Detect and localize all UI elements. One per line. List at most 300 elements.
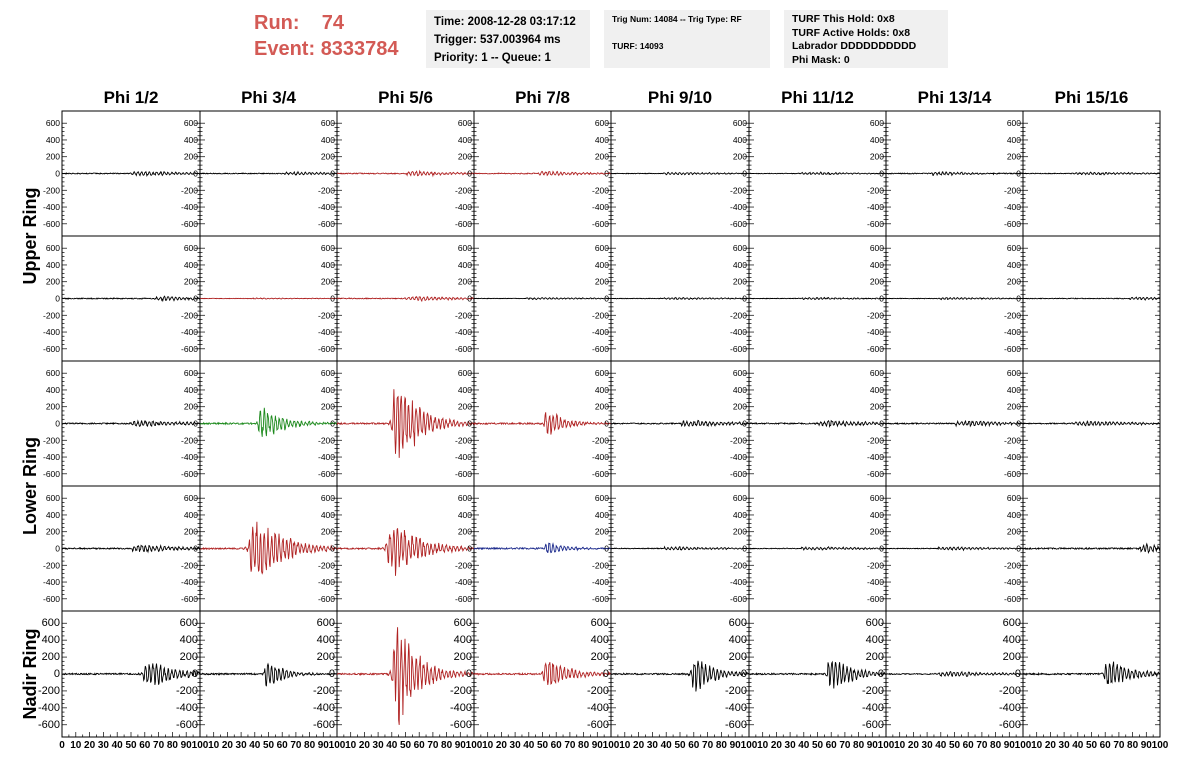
x-tick-label: 90 xyxy=(591,740,603,751)
x-tick-label: 90 xyxy=(866,740,878,751)
y-tick-label: -600 xyxy=(42,593,60,604)
y-tick-label: -400 xyxy=(449,701,472,714)
waveform-trace xyxy=(611,547,749,550)
x-tick-label: 100 xyxy=(328,740,346,751)
y-tick-label: -600 xyxy=(180,468,198,479)
y-tick-label: -200 xyxy=(42,560,60,571)
x-tick-label: 70 xyxy=(153,740,165,751)
y-tick-label: 400 xyxy=(728,634,747,647)
y-tick-label: -600 xyxy=(180,343,198,354)
waveform-trace xyxy=(474,412,611,434)
y-tick-label: 600 xyxy=(869,118,884,129)
y-tick-label: 0 xyxy=(1016,543,1021,554)
y-tick-label: 600 xyxy=(320,493,335,504)
x-tick-label: 30 xyxy=(235,740,247,751)
y-tick-label: 0 xyxy=(55,543,60,554)
x-tick-label: 40 xyxy=(660,740,672,751)
phi-mask-text: Phi Mask: 0 xyxy=(792,53,850,66)
waveform-trace xyxy=(886,547,1023,550)
y-tick-label: -600 xyxy=(1003,343,1021,354)
y-tick-label: 0 xyxy=(604,293,609,304)
y-tick-label: 0 xyxy=(55,293,60,304)
waveform-trace xyxy=(611,420,749,426)
x-tick-label: 80 xyxy=(990,740,1002,751)
y-tick-label: -400 xyxy=(724,701,747,714)
y-tick-label: -400 xyxy=(866,327,884,338)
y-tick-label: 200 xyxy=(728,651,747,664)
x-tick-label: 40 xyxy=(249,740,261,751)
y-tick-label: 0 xyxy=(330,293,335,304)
y-tick-label: -600 xyxy=(866,593,884,604)
y-tick-label: 600 xyxy=(453,617,472,630)
y-tick-label: 200 xyxy=(320,276,335,287)
y-tick-label: -600 xyxy=(42,468,60,479)
y-tick-label: 200 xyxy=(594,401,609,412)
waveform-trace xyxy=(749,172,886,175)
y-tick-label: 600 xyxy=(732,368,747,379)
y-tick-label: 200 xyxy=(594,151,609,162)
y-tick-label: 400 xyxy=(594,259,609,270)
priority-text: Priority: 1 -- Queue: 1 xyxy=(434,52,551,64)
y-tick-label: 600 xyxy=(316,617,335,630)
ring-label: Lower Ring xyxy=(20,437,40,535)
x-tick-label: 50 xyxy=(1085,740,1098,751)
y-tick-label: 400 xyxy=(732,509,747,520)
y-tick-label: 0 xyxy=(879,418,884,429)
y-tick-label: 200 xyxy=(457,401,472,412)
y-tick-label: 600 xyxy=(594,118,609,129)
y-tick-label: 0 xyxy=(330,543,335,554)
y-tick-label: -400 xyxy=(37,701,60,714)
y-tick-label: -400 xyxy=(180,452,198,463)
y-tick-label: 200 xyxy=(732,526,747,537)
y-tick-label: 400 xyxy=(453,634,472,647)
y-tick-label: -400 xyxy=(312,701,335,714)
y-tick-label: -600 xyxy=(42,218,60,229)
y-tick-label: -200 xyxy=(317,560,335,571)
y-tick-label: 0 xyxy=(467,418,472,429)
y-tick-label: -600 xyxy=(866,343,884,354)
y-tick-label: 0 xyxy=(53,668,60,680)
y-tick-label: -200 xyxy=(724,684,747,697)
column-title: Phi 7/8 xyxy=(515,88,570,107)
y-tick-label: -400 xyxy=(729,327,747,338)
x-tick-label: 10 xyxy=(757,740,769,751)
y-tick-label: 600 xyxy=(590,617,609,630)
waveform-trace xyxy=(886,172,1023,176)
y-tick-label: 400 xyxy=(732,384,747,395)
x-tick-label: 20 xyxy=(495,740,507,751)
x-tick-label: 50 xyxy=(536,740,549,751)
y-tick-label: 0 xyxy=(1016,168,1021,179)
x-tick-label: 10 xyxy=(208,740,220,751)
y-tick-label: 0 xyxy=(55,168,60,179)
y-tick-label: 400 xyxy=(590,634,609,647)
y-tick-label: 400 xyxy=(183,259,198,270)
x-tick-label: 80 xyxy=(304,740,316,751)
y-tick-label: -600 xyxy=(724,718,747,731)
x-tick-label: 60 xyxy=(962,740,974,751)
y-tick-label: -400 xyxy=(42,452,60,463)
y-tick-label: 400 xyxy=(869,509,884,520)
y-tick-label: 400 xyxy=(1006,384,1021,395)
y-tick-label: -600 xyxy=(861,718,884,731)
y-tick-label: 400 xyxy=(869,384,884,395)
y-tick-label: -200 xyxy=(454,435,472,446)
column-title: Phi 15/16 xyxy=(1054,88,1129,107)
event-value: 8333784 xyxy=(320,38,399,60)
x-tick-label: 100 xyxy=(877,740,895,751)
x-tick-label: 80 xyxy=(715,740,727,751)
x-tick-label: 90 xyxy=(1003,740,1015,751)
y-tick-label: -600 xyxy=(1003,593,1021,604)
x-tick-label: 50 xyxy=(811,740,824,751)
y-tick-label: 0 xyxy=(742,168,747,179)
y-tick-label: 200 xyxy=(869,276,884,287)
y-tick-label: 400 xyxy=(45,259,60,270)
y-tick-label: -600 xyxy=(1003,218,1021,229)
waveform-trace xyxy=(474,543,611,553)
y-tick-label: -200 xyxy=(454,560,472,571)
x-tick-label: 20 xyxy=(633,740,645,751)
y-tick-label: -400 xyxy=(454,452,472,463)
y-tick-label: 400 xyxy=(183,384,198,395)
x-tick-label: 30 xyxy=(1058,740,1070,751)
x-tick-label: 10 xyxy=(70,740,82,751)
x-tick-label: 100 xyxy=(1151,740,1169,751)
y-tick-label: 400 xyxy=(320,134,335,145)
y-tick-label: -400 xyxy=(729,452,747,463)
y-tick-label: -200 xyxy=(729,310,747,321)
waveform-trace xyxy=(611,298,749,300)
y-tick-label: -400 xyxy=(591,327,609,338)
y-tick-label: 600 xyxy=(320,118,335,129)
waveform-trace xyxy=(62,543,200,554)
x-tick-label: 80 xyxy=(853,740,865,751)
y-tick-label: 0 xyxy=(193,543,198,554)
y-tick-label: 0 xyxy=(193,418,198,429)
waveform-trace xyxy=(1023,421,1160,426)
y-tick-label: 200 xyxy=(1006,526,1021,537)
x-tick-label: 10 xyxy=(619,740,631,751)
waveform-trace xyxy=(886,672,1023,677)
y-tick-label: -600 xyxy=(1003,468,1021,479)
y-tick-label: 600 xyxy=(869,243,884,254)
y-tick-label: -600 xyxy=(317,343,335,354)
x-tick-label: 100 xyxy=(191,740,209,751)
y-tick-label: -400 xyxy=(866,577,884,588)
y-tick-label: 0 xyxy=(740,668,747,680)
y-tick-label: 0 xyxy=(879,543,884,554)
x-tick-label: 50 xyxy=(948,740,961,751)
y-tick-label: 200 xyxy=(45,151,60,162)
y-tick-label: 0 xyxy=(879,168,884,179)
waveform-trace xyxy=(337,389,474,458)
y-tick-label: -600 xyxy=(180,593,198,604)
labrador-text: Labrador DDDDDDDDDD xyxy=(792,40,917,52)
y-tick-label: -400 xyxy=(591,452,609,463)
y-tick-label: -200 xyxy=(449,684,472,697)
waveform-trace xyxy=(886,298,1023,300)
x-tick-label: 10 xyxy=(345,740,357,751)
y-tick-label: -600 xyxy=(454,218,472,229)
y-tick-label: 600 xyxy=(45,493,60,504)
y-tick-label: -200 xyxy=(317,310,335,321)
waveform-trace xyxy=(337,297,474,301)
y-tick-label: 0 xyxy=(467,168,472,179)
y-tick-label: -200 xyxy=(1003,310,1021,321)
y-tick-label: -600 xyxy=(37,718,60,731)
y-tick-label: -600 xyxy=(866,468,884,479)
x-tick-label: 30 xyxy=(646,740,658,751)
y-tick-label: -400 xyxy=(586,701,609,714)
y-tick-label: 200 xyxy=(45,401,60,412)
y-tick-label: 600 xyxy=(457,368,472,379)
y-tick-label: 0 xyxy=(1016,418,1021,429)
x-tick-label: 80 xyxy=(441,740,453,751)
x-tick-label: 20 xyxy=(84,740,96,751)
x-tick-label: 70 xyxy=(976,740,988,751)
y-tick-label: 600 xyxy=(45,243,60,254)
y-tick-label: 200 xyxy=(320,401,335,412)
y-tick-label: 0 xyxy=(742,293,747,304)
y-tick-label: -200 xyxy=(180,185,198,196)
y-tick-label: -600 xyxy=(454,343,472,354)
y-tick-label: 400 xyxy=(320,509,335,520)
x-tick-label: 20 xyxy=(221,740,233,751)
y-tick-label: -600 xyxy=(591,468,609,479)
x-tick-label: 60 xyxy=(413,740,425,751)
y-tick-label: -200 xyxy=(591,435,609,446)
waveform-trace xyxy=(200,664,337,686)
y-tick-label: 0 xyxy=(1014,668,1021,680)
x-tick-label: 30 xyxy=(372,740,384,751)
y-tick-label: 0 xyxy=(328,668,335,680)
y-tick-label: 600 xyxy=(45,118,60,129)
waveform-trace xyxy=(749,547,886,550)
x-tick-label: 40 xyxy=(798,740,810,751)
y-tick-label: 200 xyxy=(457,276,472,287)
y-tick-label: 600 xyxy=(1006,368,1021,379)
waveform-trace xyxy=(749,418,886,429)
y-tick-label: 400 xyxy=(457,134,472,145)
y-tick-label: 0 xyxy=(55,418,60,429)
y-tick-label: -600 xyxy=(449,718,472,731)
y-tick-label: -600 xyxy=(317,468,335,479)
y-tick-label: 200 xyxy=(457,151,472,162)
y-tick-label: -200 xyxy=(42,435,60,446)
y-tick-label: -400 xyxy=(180,327,198,338)
x-tick-label: 80 xyxy=(166,740,178,751)
y-tick-label: -400 xyxy=(175,701,198,714)
waveform-trace xyxy=(1023,172,1160,175)
y-tick-label: 600 xyxy=(457,243,472,254)
ring-label: Nadir Ring xyxy=(20,628,40,720)
y-tick-label: -400 xyxy=(998,701,1021,714)
y-tick-label: 600 xyxy=(1006,243,1021,254)
waveform-trace xyxy=(200,522,337,574)
x-tick-label: 40 xyxy=(523,740,535,751)
column-title: Phi 1/2 xyxy=(103,88,159,107)
y-tick-label: 200 xyxy=(179,651,198,664)
y-tick-label: 0 xyxy=(742,418,747,429)
x-tick-label: 70 xyxy=(839,740,851,751)
waveform-trace xyxy=(62,418,200,429)
y-tick-label: -400 xyxy=(180,202,198,213)
x-tick-label: 30 xyxy=(97,740,109,751)
y-tick-label: 600 xyxy=(1002,617,1021,630)
y-tick-label: 200 xyxy=(1006,276,1021,287)
y-tick-label: -400 xyxy=(317,577,335,588)
x-tick-label: 100 xyxy=(602,740,620,751)
y-tick-label: -200 xyxy=(180,310,198,321)
y-tick-label: 400 xyxy=(183,134,198,145)
y-tick-label: -400 xyxy=(180,577,198,588)
x-tick-label: 20 xyxy=(770,740,782,751)
y-tick-label: -600 xyxy=(866,218,884,229)
y-tick-label: -600 xyxy=(591,343,609,354)
y-tick-label: 400 xyxy=(457,259,472,270)
y-tick-label: 200 xyxy=(183,276,198,287)
y-tick-label: -200 xyxy=(861,684,884,697)
y-tick-label: -400 xyxy=(42,202,60,213)
y-tick-label: 0 xyxy=(604,543,609,554)
y-tick-label: -200 xyxy=(317,435,335,446)
x-tick-label: 10 xyxy=(482,740,494,751)
y-tick-label: -600 xyxy=(317,593,335,604)
turf-active-text: TURF Active Holds: 0x8 xyxy=(792,26,911,39)
y-tick-label: -200 xyxy=(866,185,884,196)
waveform-trace xyxy=(749,298,886,300)
y-tick-label: 200 xyxy=(457,526,472,537)
waveform-trace xyxy=(611,172,749,174)
x-tick-label: 90 xyxy=(1140,740,1152,751)
event-label: Event: xyxy=(254,38,316,60)
x-tick-label: 80 xyxy=(578,740,590,751)
x-tick-label: 90 xyxy=(729,740,741,751)
y-tick-label: -600 xyxy=(591,218,609,229)
trigger-text: Trigger: 537.003964 ms xyxy=(434,34,561,46)
y-tick-label: 400 xyxy=(594,509,609,520)
y-tick-label: 200 xyxy=(732,151,747,162)
x-tick-label: 10 xyxy=(1031,740,1043,751)
waveform-trace xyxy=(886,421,1023,426)
y-tick-label: 200 xyxy=(865,651,884,664)
y-tick-label: -600 xyxy=(454,593,472,604)
y-tick-label: 400 xyxy=(869,134,884,145)
time-text: Time: 2008-12-28 03:17:12 xyxy=(434,16,576,28)
y-tick-label: 200 xyxy=(594,526,609,537)
y-tick-label: 400 xyxy=(457,384,472,395)
x-tick-label: 0 xyxy=(59,740,65,751)
y-tick-label: -400 xyxy=(729,577,747,588)
y-tick-label: 600 xyxy=(45,368,60,379)
y-tick-label: 400 xyxy=(732,259,747,270)
y-tick-label: 200 xyxy=(183,526,198,537)
x-tick-label: 60 xyxy=(139,740,151,751)
x-tick-label: 70 xyxy=(564,740,576,751)
y-tick-label: 400 xyxy=(179,634,198,647)
x-tick-label: 70 xyxy=(290,740,302,751)
y-tick-label: -600 xyxy=(180,218,198,229)
x-tick-label: 30 xyxy=(784,740,796,751)
y-tick-label: 200 xyxy=(732,276,747,287)
waveform-trace xyxy=(1023,544,1160,553)
y-tick-label: 400 xyxy=(316,634,335,647)
y-tick-label: -200 xyxy=(37,684,60,697)
x-tick-label: 60 xyxy=(550,740,562,751)
y-tick-label: -400 xyxy=(866,202,884,213)
y-tick-label: 400 xyxy=(732,134,747,145)
waveform-trace xyxy=(62,663,200,685)
y-tick-label: 600 xyxy=(732,243,747,254)
y-tick-label: -600 xyxy=(175,718,198,731)
y-tick-label: 600 xyxy=(594,243,609,254)
y-tick-label: 600 xyxy=(320,243,335,254)
y-tick-label: 200 xyxy=(1006,151,1021,162)
column-title: Phi 9/10 xyxy=(647,88,713,107)
column-title: Phi 11/12 xyxy=(781,88,854,107)
y-tick-label: -400 xyxy=(861,701,884,714)
y-tick-label: -200 xyxy=(591,560,609,571)
turf-hold-text: TURF This Hold: 0x8 xyxy=(792,13,895,25)
y-tick-label: 0 xyxy=(193,168,198,179)
y-tick-label: -600 xyxy=(729,468,747,479)
waveform-trace xyxy=(200,298,337,299)
y-tick-label: -200 xyxy=(180,435,198,446)
y-tick-label: 600 xyxy=(457,493,472,504)
y-tick-label: 0 xyxy=(465,668,472,680)
y-tick-label: 400 xyxy=(594,384,609,395)
y-tick-label: -400 xyxy=(1003,202,1021,213)
y-tick-label: -400 xyxy=(42,327,60,338)
y-tick-label: -200 xyxy=(175,684,198,697)
x-tick-label: 90 xyxy=(317,740,329,751)
y-tick-label: -200 xyxy=(866,560,884,571)
y-tick-label: 600 xyxy=(1006,493,1021,504)
x-tick-label: 40 xyxy=(1072,740,1084,751)
y-tick-label: 600 xyxy=(183,368,198,379)
y-tick-label: 400 xyxy=(1006,134,1021,145)
waveform-trace xyxy=(200,172,337,175)
x-tick-label: 20 xyxy=(358,740,370,751)
y-tick-label: -200 xyxy=(866,435,884,446)
y-tick-label: -400 xyxy=(454,327,472,338)
y-tick-label: 200 xyxy=(869,401,884,412)
y-tick-label: -200 xyxy=(729,185,747,196)
y-tick-label: 200 xyxy=(869,526,884,537)
x-tick-label: 60 xyxy=(276,740,288,751)
y-tick-label: 600 xyxy=(865,617,884,630)
x-tick-label: 80 xyxy=(1127,740,1139,751)
y-tick-label: -400 xyxy=(1003,327,1021,338)
y-tick-label: 0 xyxy=(602,668,609,680)
waveform-trace xyxy=(337,528,474,576)
y-tick-label: 400 xyxy=(869,259,884,270)
y-tick-label: -600 xyxy=(729,593,747,604)
y-tick-label: -400 xyxy=(454,577,472,588)
y-tick-label: 200 xyxy=(1002,651,1021,664)
y-tick-label: 200 xyxy=(41,651,60,664)
y-tick-label: 400 xyxy=(1006,509,1021,520)
waveform-trace xyxy=(62,172,200,176)
y-tick-label: -400 xyxy=(729,202,747,213)
x-tick-label: 60 xyxy=(1099,740,1111,751)
y-tick-label: 400 xyxy=(41,634,60,647)
y-tick-label: 400 xyxy=(1006,259,1021,270)
y-tick-label: 0 xyxy=(604,168,609,179)
x-tick-label: 40 xyxy=(111,740,123,751)
